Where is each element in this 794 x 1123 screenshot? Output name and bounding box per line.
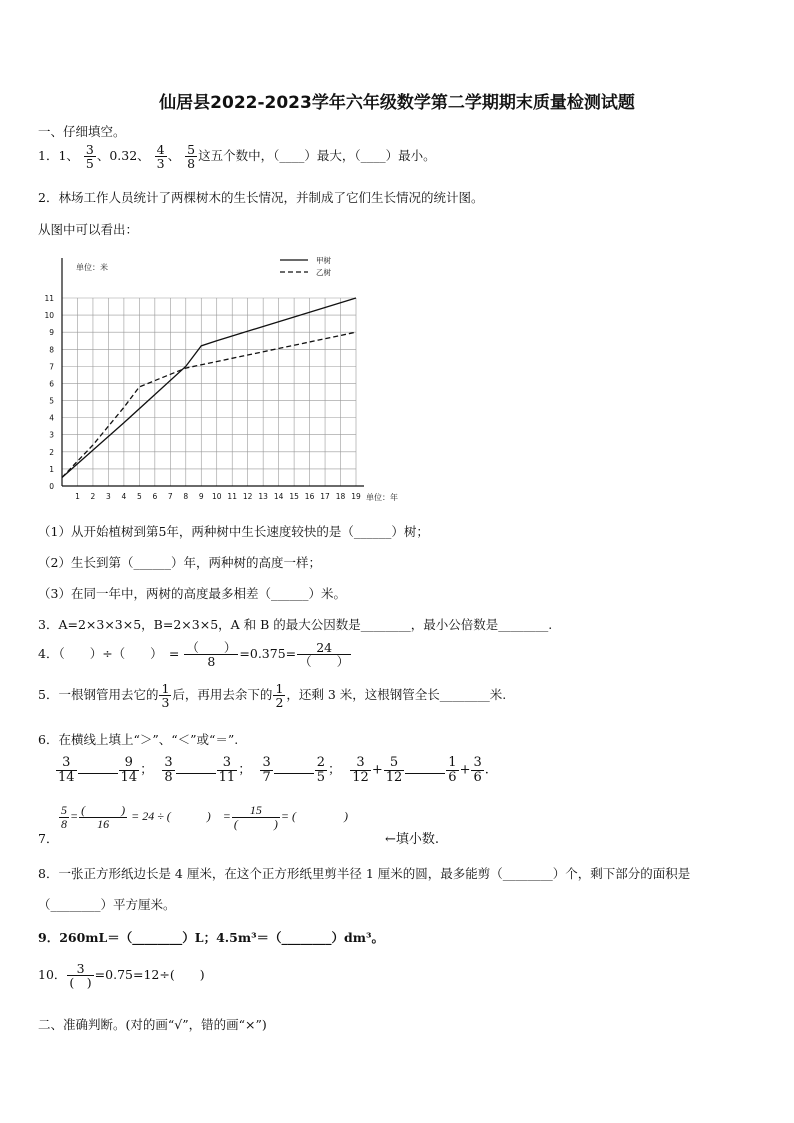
question-2-part-3: （3）在同一年中，两树的高度最多相差（______）米。 (38, 586, 346, 601)
y-tick-label: 8 (49, 345, 54, 355)
x-tick-label: 18 (335, 492, 346, 501)
y-tick-label: 7 (49, 362, 54, 372)
question-2-subtitle: 从图中可以看出： (38, 222, 139, 237)
question-7-number: 7． (38, 831, 59, 846)
question-2-part-2: （2）生长到第（______）年，两种树的高度一样； (38, 555, 321, 570)
y-tick-label: 3 (49, 430, 54, 440)
x-tick-label: 2 (90, 492, 96, 501)
y-tick-label: 4 (49, 413, 54, 423)
x-tick-label: 6 (152, 492, 158, 501)
y-tick-label: 11 (44, 294, 54, 303)
question-4: 4．（ ）÷（ ） = $\frac{( )}{8}$ =0.375= $\frac{24}{( )}$ (38, 640, 350, 670)
x-axis-label: 单位：年 (366, 493, 398, 502)
x-tick-label: 5 (136, 492, 142, 501)
question-2-part-1: （1）从开始植树到第5年，两种树中生长速度较快的是（______）树； (38, 524, 429, 539)
x-tick-label: 8 (183, 492, 189, 501)
x-tick-label: 13 (258, 492, 268, 501)
page-title: 仙居县2022-2023学年六年级数学第二学期期末质量检测试题 (159, 93, 635, 113)
legend-label-0: 甲树 (316, 256, 331, 265)
x-tick-label: 10 (211, 492, 222, 501)
series-line-0 (62, 298, 356, 477)
x-tick-label: 12 (242, 492, 253, 501)
x-tick-label: 15 (289, 492, 299, 501)
question-9: 9．260mL＝（________）L；4.5m³＝（________）dm³。 (38, 930, 384, 945)
y-tick-label: 6 (49, 379, 54, 389)
y-tick-label: 2 (49, 447, 54, 457)
x-tick-label: 4 (121, 492, 127, 501)
question-10: 10． $\frac{3}{( )}$ =0.75=12÷( ) (38, 961, 205, 991)
section-heading-2: 二、准确判断。(对的画“√”，错的画“×”) (38, 1017, 267, 1032)
y-tick-label: 10 (44, 311, 54, 321)
x-tick-label: 7 (167, 492, 173, 501)
question-5: 5．一根钢管用去它的 $\frac{1}{3}$ 后，再用去余下的 $\frac{1}{2}$ ，还剩 3 米，这根钢管全长________米. (38, 681, 507, 711)
x-tick-label: 17 (320, 492, 330, 501)
question-3: 3．A=2×3×3×5，B=2×3×5，A 和 B 的最大公因数是________，最小公倍数是________. (38, 617, 553, 632)
question-8-line-1: 8．一张正方形纸边长是 4 厘米，在这个正方形纸里剪半径 1 厘米的圆，最多能剪（________）个，剩下部分的面积是 (38, 866, 691, 881)
x-tick-label: 19 (351, 492, 361, 501)
x-tick-label: 3 (106, 492, 111, 501)
growth-chart (40, 250, 420, 506)
question-2: 2．林场工作人员统计了两棵树木的生长情况，并制成了它们生长情况的统计图。 (38, 190, 484, 205)
y-tick-label: 0 (49, 482, 54, 491)
x-tick-label: 9 (198, 492, 204, 501)
section-heading-1: 一、仔细填空。 (38, 124, 126, 139)
x-tick-label: 14 (273, 492, 284, 501)
y-axis-label: 单位：米 (76, 263, 108, 272)
question-6-items: $\frac{3}{14}$ $\frac{9}{14}$ ； $\frac{3}{8}$ $\frac{3}{11}$ ； $\frac{3}{7}$ $\frac{2}{5}$ ； $\frac{3}{12}$ + $\frac{5}{12}$ $\frac{1}{6}$ + $\frac{3}{6}$ . (58, 755, 489, 785)
x-tick-label: 16 (304, 492, 315, 501)
series-line-1 (62, 332, 356, 477)
question-6: 6．在横线上填上“＞”、“＜”或“＝”. (38, 732, 239, 747)
question-7-expression: $\frac{5}{8}$ = $\frac{( )}{16}$ = 24 ÷ ( ) = $\frac{15}{( )}$ = ( ) (61, 803, 348, 831)
question-1: 1．1、 $\frac{3}{5}$ 、0.32、 $\frac{4}{3}$ 、 $\frac{5}{8}$ 这五个数中，（____）最大，（____）最小。 (38, 142, 436, 172)
y-tick-label: 5 (49, 396, 54, 406)
x-tick-label: 11 (227, 492, 237, 501)
question-8-line-2: （________）平方厘米。 (38, 897, 176, 912)
legend-label-1: 乙树 (316, 268, 331, 277)
question-7-instruction: ←填小数. (385, 832, 440, 847)
x-tick-label: 1 (75, 492, 80, 501)
y-tick-label: 1 (49, 464, 54, 474)
y-tick-label: 9 (49, 328, 54, 338)
